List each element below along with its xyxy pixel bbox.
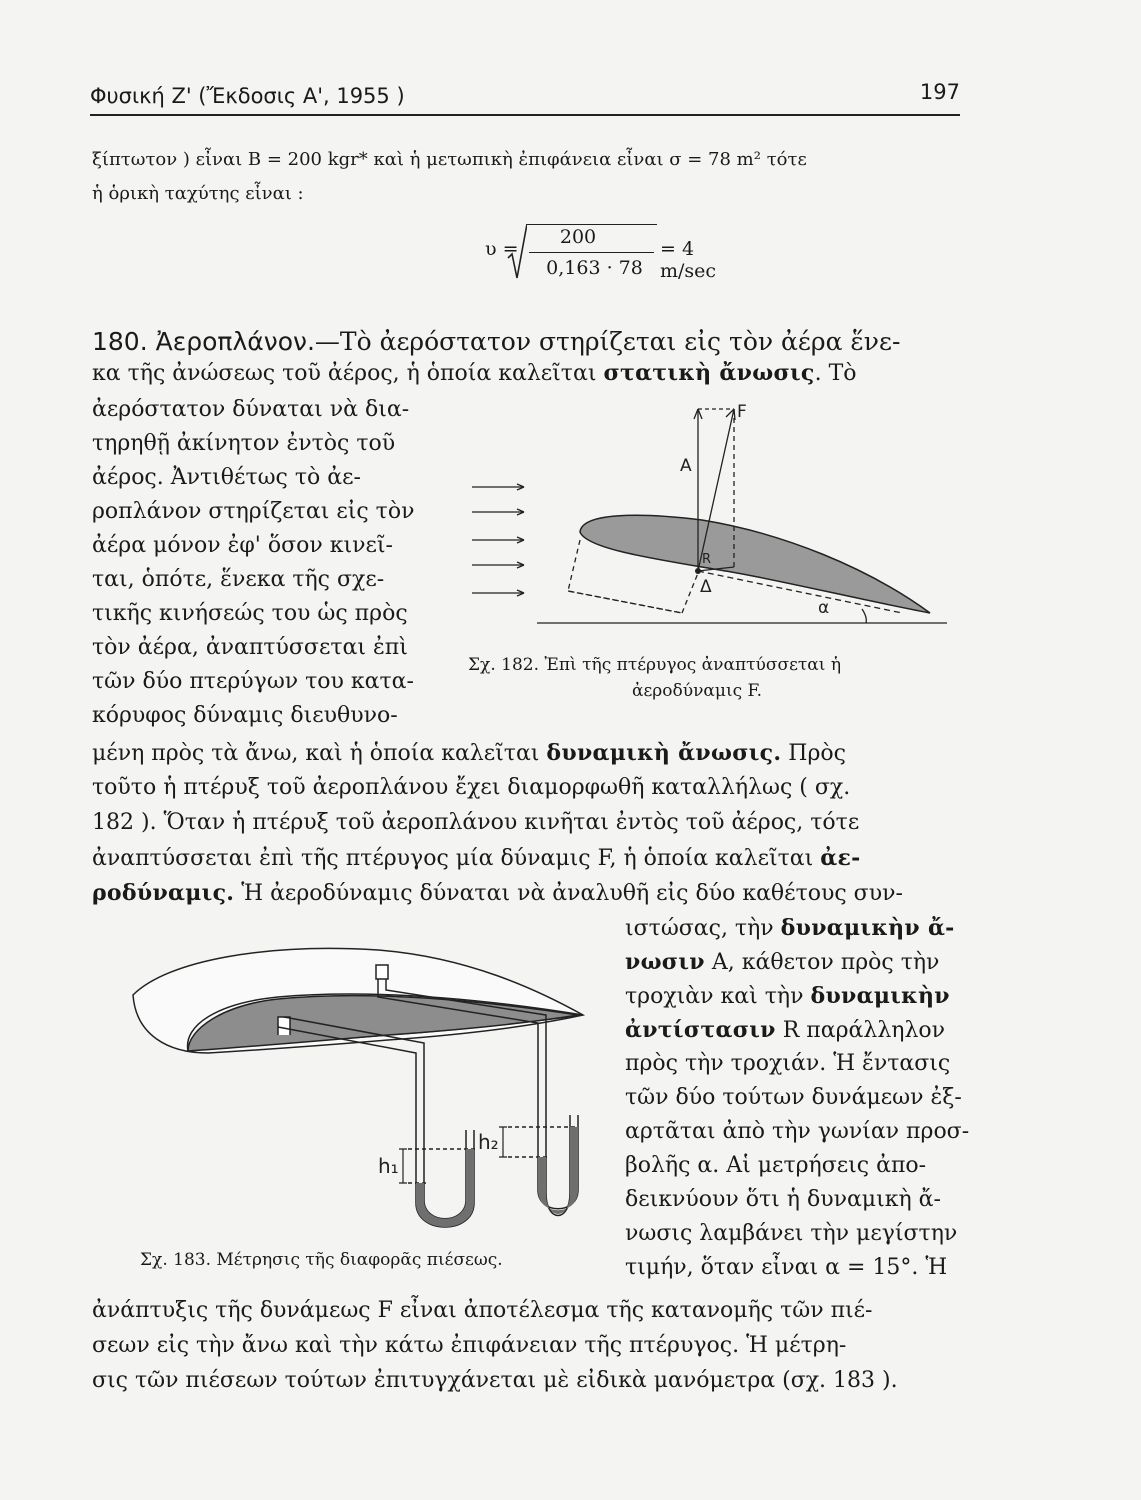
fig182-caption-1: Σχ. 182. Ἐπὶ τῆς πτέρυγος ἀναπτύσσεται ἡ [468,655,842,675]
term-dynamic-lift: δυναμικὴ ἄνωσις. [546,740,782,766]
label-delta: Δ [700,577,712,597]
narrow-line: ἀέρα μόνον ἐφ' ὅσον κινεῖ- [92,533,393,558]
section-number: 180. [92,327,148,356]
term-aerodynamic-force: ἀε- [820,845,861,871]
label-F: F [737,402,747,422]
text-run: κα τῆς ἀνώσεως τοῦ ἀέρος, ἡ ὁποία καλεῖται [92,361,604,386]
right-line-4 [625,1019,945,1042]
intro-line-2: ἡ ὁρικὴ ταχύτης εἶναι : [92,183,304,204]
text-run: Πρὸς [781,741,846,766]
narrow-line: τικῆς κινήσεώς του ὡς πρὸς [92,601,408,626]
text-run: μένη πρὸς τὰ ἄνω, καὶ ἡ ὁποία καλεῖται [92,741,547,766]
label-A: A [680,456,692,476]
para-line-13 [92,742,846,765]
para-line-17 [92,882,903,905]
text-run: . Τὸ [814,361,857,386]
running-head: Φυσική Ζ' (Ἔκδοσις Α', 1955 ) [90,84,405,108]
label-h2: h₂ [478,1130,499,1154]
center-of-pressure [695,568,701,574]
right-line-3 [625,985,950,1008]
section-title: Ἀεροπλάνον. [155,327,315,356]
narrow-line: κόρυφος δύναμις διευθυνο- [92,703,398,728]
page-number: 197 [919,80,960,104]
right-line: νωσις λαμβάνει τὴν μεγίστην [625,1221,958,1246]
right-line: τιμήν, ὅταν εἶναι α = 15°. Ἡ [625,1255,948,1280]
para1-line-1: Τὸ ἀερόστατον στηρίζεται εἰς τὸν ἀέρα ἕνε- [339,327,901,356]
para-line-16 [92,847,861,870]
right-line: αρτᾶται ἀπὸ τὴν γωνίαν προσ- [625,1119,970,1144]
para-line-15: 182 ). Ὅταν ἡ πτέρυξ τοῦ ἀεροπλάνου κινῆται ἐντὸς τοῦ ἀέρος, τότε [92,810,860,835]
fig182-caption-2: ἀεροδύναμις F. [632,681,763,701]
closing-line: σεων εἰς τὴν ἄνω καὶ τὴν κάτω ἐπιφάνειαν τῆς πτέρυγος. Ἡ μέτρη- [92,1333,847,1358]
right-line: βολῆς α. Αἱ μετρήσεις ἀπο- [625,1153,927,1178]
right-line-1 [625,917,955,940]
sqrt-sign [507,224,527,279]
para-line-14: τοῦτο ἡ πτέρυξ τοῦ ἀεροπλάνου ἔχει διαμορφωθῆ καταλλήλως ( σχ. [92,775,851,800]
closing-line: σις τῶν πιέσεων τούτων ἐπιτυγχάνεται μὲ εἰδικὰ μανόμετρα (σχ. 183 ). [92,1368,898,1393]
term-dynamic-drag-cont: ἀντίστασιν [625,1017,776,1043]
text-run: ἀναπτύσσεται ἐπὶ τῆς πτέρυγος μία δύναμις F, ἡ ὁποία καλεῖται [92,846,821,871]
formula-numerator: 200 [559,226,597,248]
narrow-line: ἀερόστατον δύναται νὰ δια- [92,397,410,422]
airflow-arrows [472,484,524,596]
formula-lhs: υ = [485,238,519,260]
text-run: R παράλληλον [775,1018,946,1043]
term-static-lift: στατικὴ ἄνωσις [603,360,815,386]
text-run: Ἡ ἀεροδύναμις δύναται νὰ ἀναλυθῆ εἰς δύο καθέτους συν- [234,881,903,906]
page-header [90,78,960,116]
narrow-line: τῶν δύο πτερύγων του κατα- [92,669,414,694]
section-heading [92,327,900,356]
text-run: τροχιὰν καὶ τὴν [625,984,811,1009]
fraction-bar [529,252,654,253]
text-run: ιστώσας, τὴν [625,916,781,941]
right-line-2 [625,951,939,974]
formula-rhs: = 4 m/sec [660,238,717,282]
formula-denominator: 0,163 · 78 [546,257,643,279]
narrow-line: τὸν ἀέρα, ἀναπτύσσεται ἐπὶ [92,635,408,660]
right-line: δεικνύουν ὅτι ἡ δυναμικὴ ἄ- [625,1187,941,1212]
label-h1: h₁ [378,1154,399,1178]
airfoil [580,515,930,613]
term-dynamic-drag: δυναμικὴν [810,983,950,1009]
term-aerodynamic-force-cont: ροδύναμις. [92,880,235,906]
velocity-formula [485,224,725,284]
text-run: Α, κάθετον πρὸς τὴν [704,950,940,975]
narrow-line: τηρηθῇ ἀκίνητον ἐντὸς τοῦ [92,431,396,456]
narrow-line: ἀέρος. Ἀντιθέτως τὸ ἀε- [92,465,361,490]
sqrt-overline [527,224,657,225]
section-dash: — [314,327,340,356]
label-alpha: α [818,598,830,618]
figure-183-pressure-measurement [128,935,628,1240]
term-dynamic-lift-2-cont: νωσιν [625,949,705,975]
para1-line-2 [92,362,857,385]
right-line: πρὸς τὴν τροχιάν. Ἡ ἔντασις [625,1051,951,1076]
figure-182-wing-forces [462,395,962,645]
intro-line-1: ξίπτωτον ) εἶναι B = 200 kgr* καὶ ἡ μετωπικὴ ἐπιφάνεια εἶναι σ = 78 m² τότε [92,149,807,170]
fig183-caption: Σχ. 183. Μέτρησις τῆς διαφορᾶς πιέσεως. [140,1250,503,1270]
closing-line: ἀνάπτυξις τῆς δυνάμεως F εἶναι ἀποτέλεσμα τῆς κατανομῆς τῶν πιέ- [92,1298,873,1323]
narrow-line: ροπλάνον στηρίζεται εἰς τὸν [92,499,415,524]
label-R: R [702,552,712,567]
narrow-line: ται, ὁπότε, ἕνεκα τῆς σχε- [92,567,385,592]
term-dynamic-lift-2: δυναμικὴν ἄ- [780,915,955,941]
right-line: τῶν δύο τούτων δυνάμεων ἐξ- [625,1085,962,1110]
